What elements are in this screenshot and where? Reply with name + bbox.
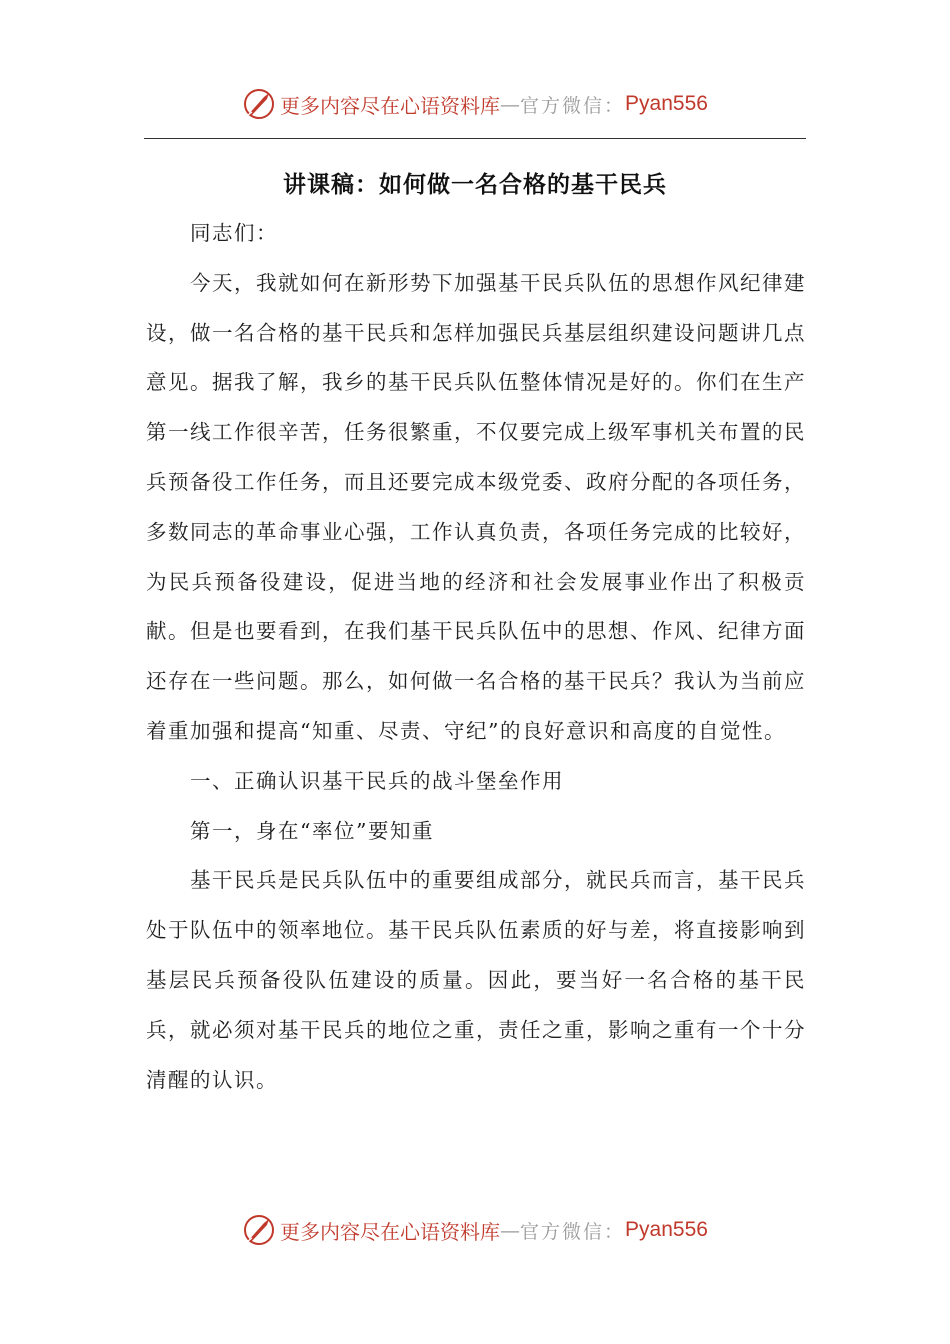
watermark-separator: — bbox=[500, 92, 521, 116]
watermark-banner-bottom bbox=[0, 1210, 950, 1250]
watermark-wechat-label: 官方微信： bbox=[520, 94, 626, 117]
pen-nib-logo-icon bbox=[242, 1213, 276, 1247]
document-title: 讲课稿：如何做一名合格的基干民兵 bbox=[283, 172, 667, 198]
watermark-brand-text: 更多内容尽在心语资料库 bbox=[280, 93, 501, 118]
document-body bbox=[146, 209, 806, 1105]
watermark-separator: — bbox=[500, 1218, 521, 1242]
body-paragraph: 今天，我就如何在新形势下加强基干民兵队伍的思想作风纪律建设，做一名合格的基干民兵和怎样加强民兵基层组织建设问题讲几点意见。据我了解，我乡的基干民兵队伍整体情况是好的。你们在生产第一线工作很辛苦，任务很繁重，不仅要完成上级军事机关布置的民兵预备役工作任务，而且还要完成本级党委、政府分配的各项任务，多数同志的革命事业心强，工作认真负责，各项任务完成的比较好，为民兵预备役建设，促进当地的经济和社会发展事业作出了积极贡献。但是也要看到，在我们基干民兵队伍中的思想、作风、纪律方面还存在一些问题。那么，如何做一名合格的基干民兵？我认为当前应着重加强和提高“知重、尽责、守纪”的良好意识和高度的自觉性。 bbox=[146, 270, 806, 743]
salutation-paragraph: 同志们： bbox=[190, 221, 278, 245]
watermark-banner-top bbox=[0, 84, 950, 124]
section-heading: 一、正确认识基干民兵的战斗堡垒作用 bbox=[190, 768, 564, 793]
body-paragraph: 基干民兵是民兵队伍中的重要组成部分，就民兵而言，基干民兵处于队伍中的领率地位。基干民兵队伍素质的好与差，将直接影响到基层民兵预备役队伍建设的质量。因此，要当好一名合格的基干民兵，就必须对基干民兵的地位之重，责任之重，影响之重有一个十分清醒的认识。 bbox=[146, 868, 806, 1092]
watermark-wechat-label: 官方微信： bbox=[520, 1220, 626, 1243]
pen-nib-logo-icon bbox=[242, 87, 276, 121]
watermark-wechat-id: Pyan556 bbox=[625, 92, 708, 115]
watermark-wechat-id: Pyan556 bbox=[625, 1218, 708, 1241]
watermark-brand-text: 更多内容尽在心语资料库 bbox=[280, 1219, 501, 1244]
subsection-heading: 第一，身在“率位”要知重 bbox=[190, 818, 434, 843]
header-divider bbox=[144, 138, 806, 139]
